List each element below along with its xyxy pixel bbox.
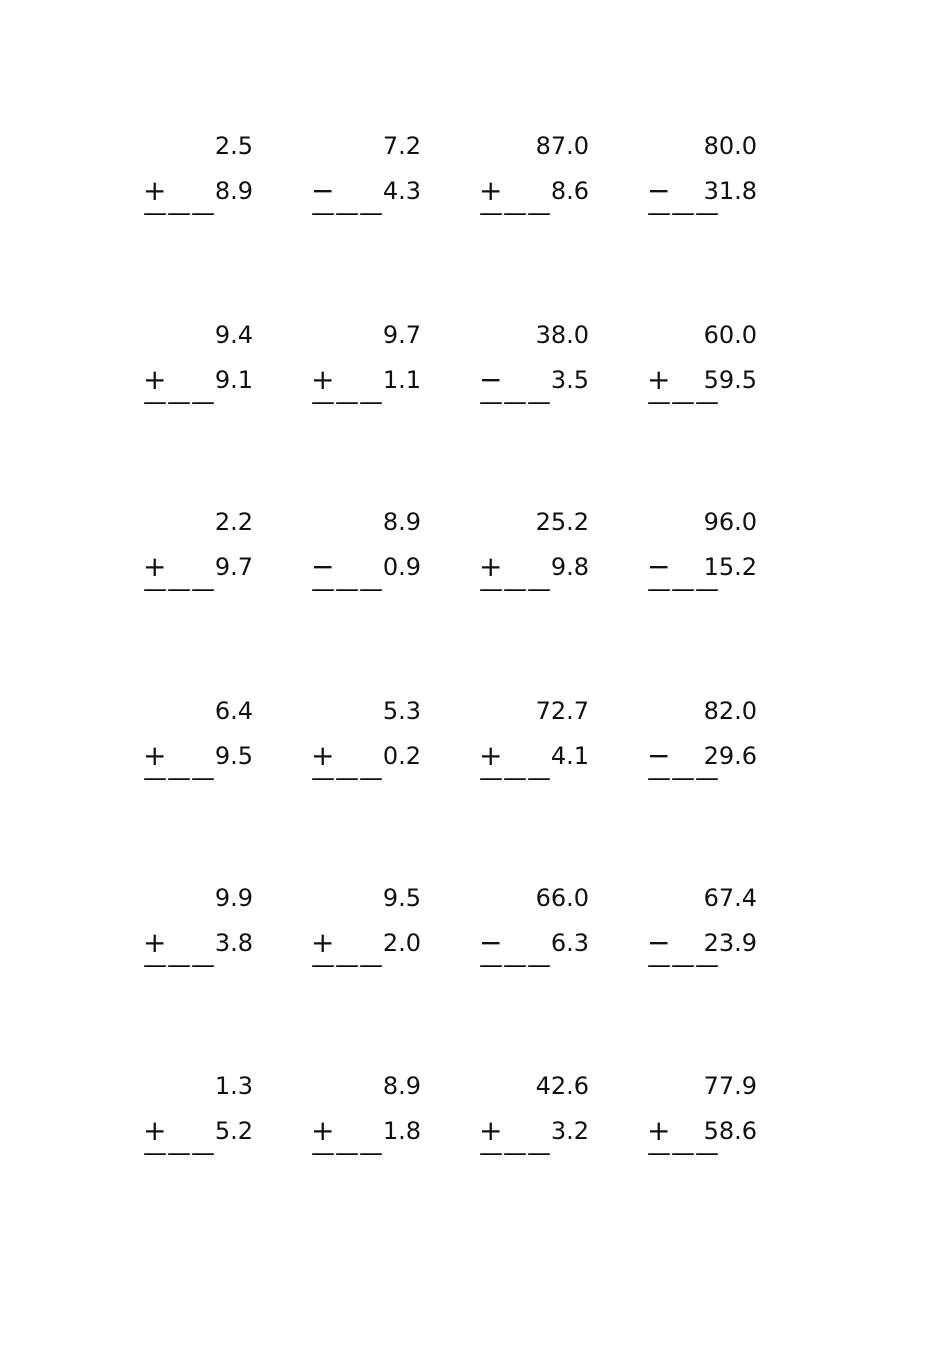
top-number: 6.4: [214, 697, 253, 725]
top-number: 9.7: [382, 321, 421, 349]
plus-sign: +: [647, 1114, 671, 1147]
top-number: 82.0: [703, 697, 757, 725]
bottom-number: 15.2: [703, 553, 757, 581]
bottom-number: 9.8: [550, 553, 589, 581]
minus-sign: −: [479, 926, 503, 959]
answer-line: ———: [479, 388, 551, 416]
answer-line: ———: [647, 1139, 719, 1167]
top-number: 2.2: [214, 508, 253, 536]
top-number: 96.0: [703, 508, 757, 536]
top-number: 38.0: [535, 321, 589, 349]
problem-6-2: [311, 1072, 421, 1167]
minus-sign: −: [647, 550, 671, 583]
problem-2-3: [479, 321, 589, 416]
top-number: 80.0: [703, 132, 757, 160]
plus-sign: +: [143, 363, 167, 396]
problem-4-3: [479, 697, 589, 792]
problem-3-1: [143, 508, 253, 603]
plus-sign: +: [143, 550, 167, 583]
answer-line: ———: [647, 575, 719, 603]
top-number: 9.4: [214, 321, 253, 349]
top-number: 72.7: [535, 697, 589, 725]
top-number: 87.0: [535, 132, 589, 160]
bottom-number: 3.8: [214, 929, 253, 957]
top-number: 67.4: [703, 884, 757, 912]
answer-line: ———: [479, 764, 551, 792]
answer-line: ———: [143, 764, 215, 792]
problem-5-3: [479, 884, 589, 979]
problem-5-4: [647, 884, 757, 979]
answer-line: ———: [647, 764, 719, 792]
problem-1-2: [311, 132, 421, 227]
bottom-number: 0.2: [382, 742, 421, 770]
bottom-number: 2.0: [382, 929, 421, 957]
bottom-number: 3.5: [550, 366, 589, 394]
answer-line: ———: [143, 1139, 215, 1167]
problem-2-2: [311, 321, 421, 416]
minus-sign: −: [647, 174, 671, 207]
problem-1-3: [479, 132, 589, 227]
answer-line: ———: [647, 388, 719, 416]
plus-sign: +: [143, 926, 167, 959]
problem-6-1: [143, 1072, 253, 1167]
bottom-number: 3.2: [550, 1117, 589, 1145]
answer-line: ———: [311, 764, 383, 792]
top-number: 77.9: [703, 1072, 757, 1100]
plus-sign: +: [479, 739, 503, 772]
minus-sign: −: [647, 739, 671, 772]
top-number: 8.9: [382, 1072, 421, 1100]
top-number: 9.5: [382, 884, 421, 912]
problem-3-3: [479, 508, 589, 603]
bottom-number: 1.1: [382, 366, 421, 394]
bottom-number: 58.6: [703, 1117, 757, 1145]
problem-3-4: [647, 508, 757, 603]
answer-line: ———: [143, 199, 215, 227]
bottom-number: 1.8: [382, 1117, 421, 1145]
top-number: 9.9: [214, 884, 253, 912]
plus-sign: +: [479, 1114, 503, 1147]
bottom-number: 5.2: [214, 1117, 253, 1145]
answer-line: ———: [479, 575, 551, 603]
minus-sign: −: [311, 174, 335, 207]
answer-line: ———: [311, 575, 383, 603]
top-number: 1.3: [214, 1072, 253, 1100]
top-number: 7.2: [382, 132, 421, 160]
top-number: 66.0: [535, 884, 589, 912]
answer-line: ———: [311, 199, 383, 227]
answer-line: ———: [311, 951, 383, 979]
top-number: 8.9: [382, 508, 421, 536]
bottom-number: 31.8: [703, 177, 757, 205]
problem-6-4: [647, 1072, 757, 1167]
answer-line: ———: [479, 199, 551, 227]
plus-sign: +: [143, 739, 167, 772]
top-number: 5.3: [382, 697, 421, 725]
minus-sign: −: [647, 926, 671, 959]
problem-1-4: [647, 132, 757, 227]
bottom-number: 23.9: [703, 929, 757, 957]
plus-sign: +: [311, 926, 335, 959]
bottom-number: 29.6: [703, 742, 757, 770]
plus-sign: +: [479, 174, 503, 207]
bottom-number: 8.6: [550, 177, 589, 205]
problem-5-2: [311, 884, 421, 979]
bottom-number: 9.7: [214, 553, 253, 581]
problem-2-4: [647, 321, 757, 416]
answer-line: ———: [311, 1139, 383, 1167]
problem-6-3: [479, 1072, 589, 1167]
plus-sign: +: [311, 739, 335, 772]
answer-line: ———: [143, 951, 215, 979]
minus-sign: −: [479, 363, 503, 396]
answer-line: ———: [143, 575, 215, 603]
plus-sign: +: [311, 1114, 335, 1147]
answer-line: ———: [479, 1139, 551, 1167]
problem-1-1: [143, 132, 253, 227]
answer-line: ———: [647, 199, 719, 227]
bottom-number: 6.3: [550, 929, 589, 957]
bottom-number: 9.1: [214, 366, 253, 394]
bottom-number: 0.9: [382, 553, 421, 581]
problem-4-4: [647, 697, 757, 792]
problem-3-2: [311, 508, 421, 603]
answer-line: ———: [311, 388, 383, 416]
plus-sign: +: [479, 550, 503, 583]
problem-4-2: [311, 697, 421, 792]
bottom-number: 4.1: [550, 742, 589, 770]
plus-sign: +: [143, 174, 167, 207]
plus-sign: +: [647, 363, 671, 396]
answer-line: ———: [647, 951, 719, 979]
problem-4-1: [143, 697, 253, 792]
top-number: 60.0: [703, 321, 757, 349]
answer-line: ———: [479, 951, 551, 979]
top-number: 2.5: [214, 132, 253, 160]
bottom-number: 59.5: [703, 366, 757, 394]
bottom-number: 4.3: [382, 177, 421, 205]
top-number: 25.2: [535, 508, 589, 536]
minus-sign: −: [311, 550, 335, 583]
bottom-number: 9.5: [214, 742, 253, 770]
problem-5-1: [143, 884, 253, 979]
plus-sign: +: [311, 363, 335, 396]
bottom-number: 8.9: [214, 177, 253, 205]
answer-line: ———: [143, 388, 215, 416]
problem-2-1: [143, 321, 253, 416]
plus-sign: +: [143, 1114, 167, 1147]
top-number: 42.6: [535, 1072, 589, 1100]
